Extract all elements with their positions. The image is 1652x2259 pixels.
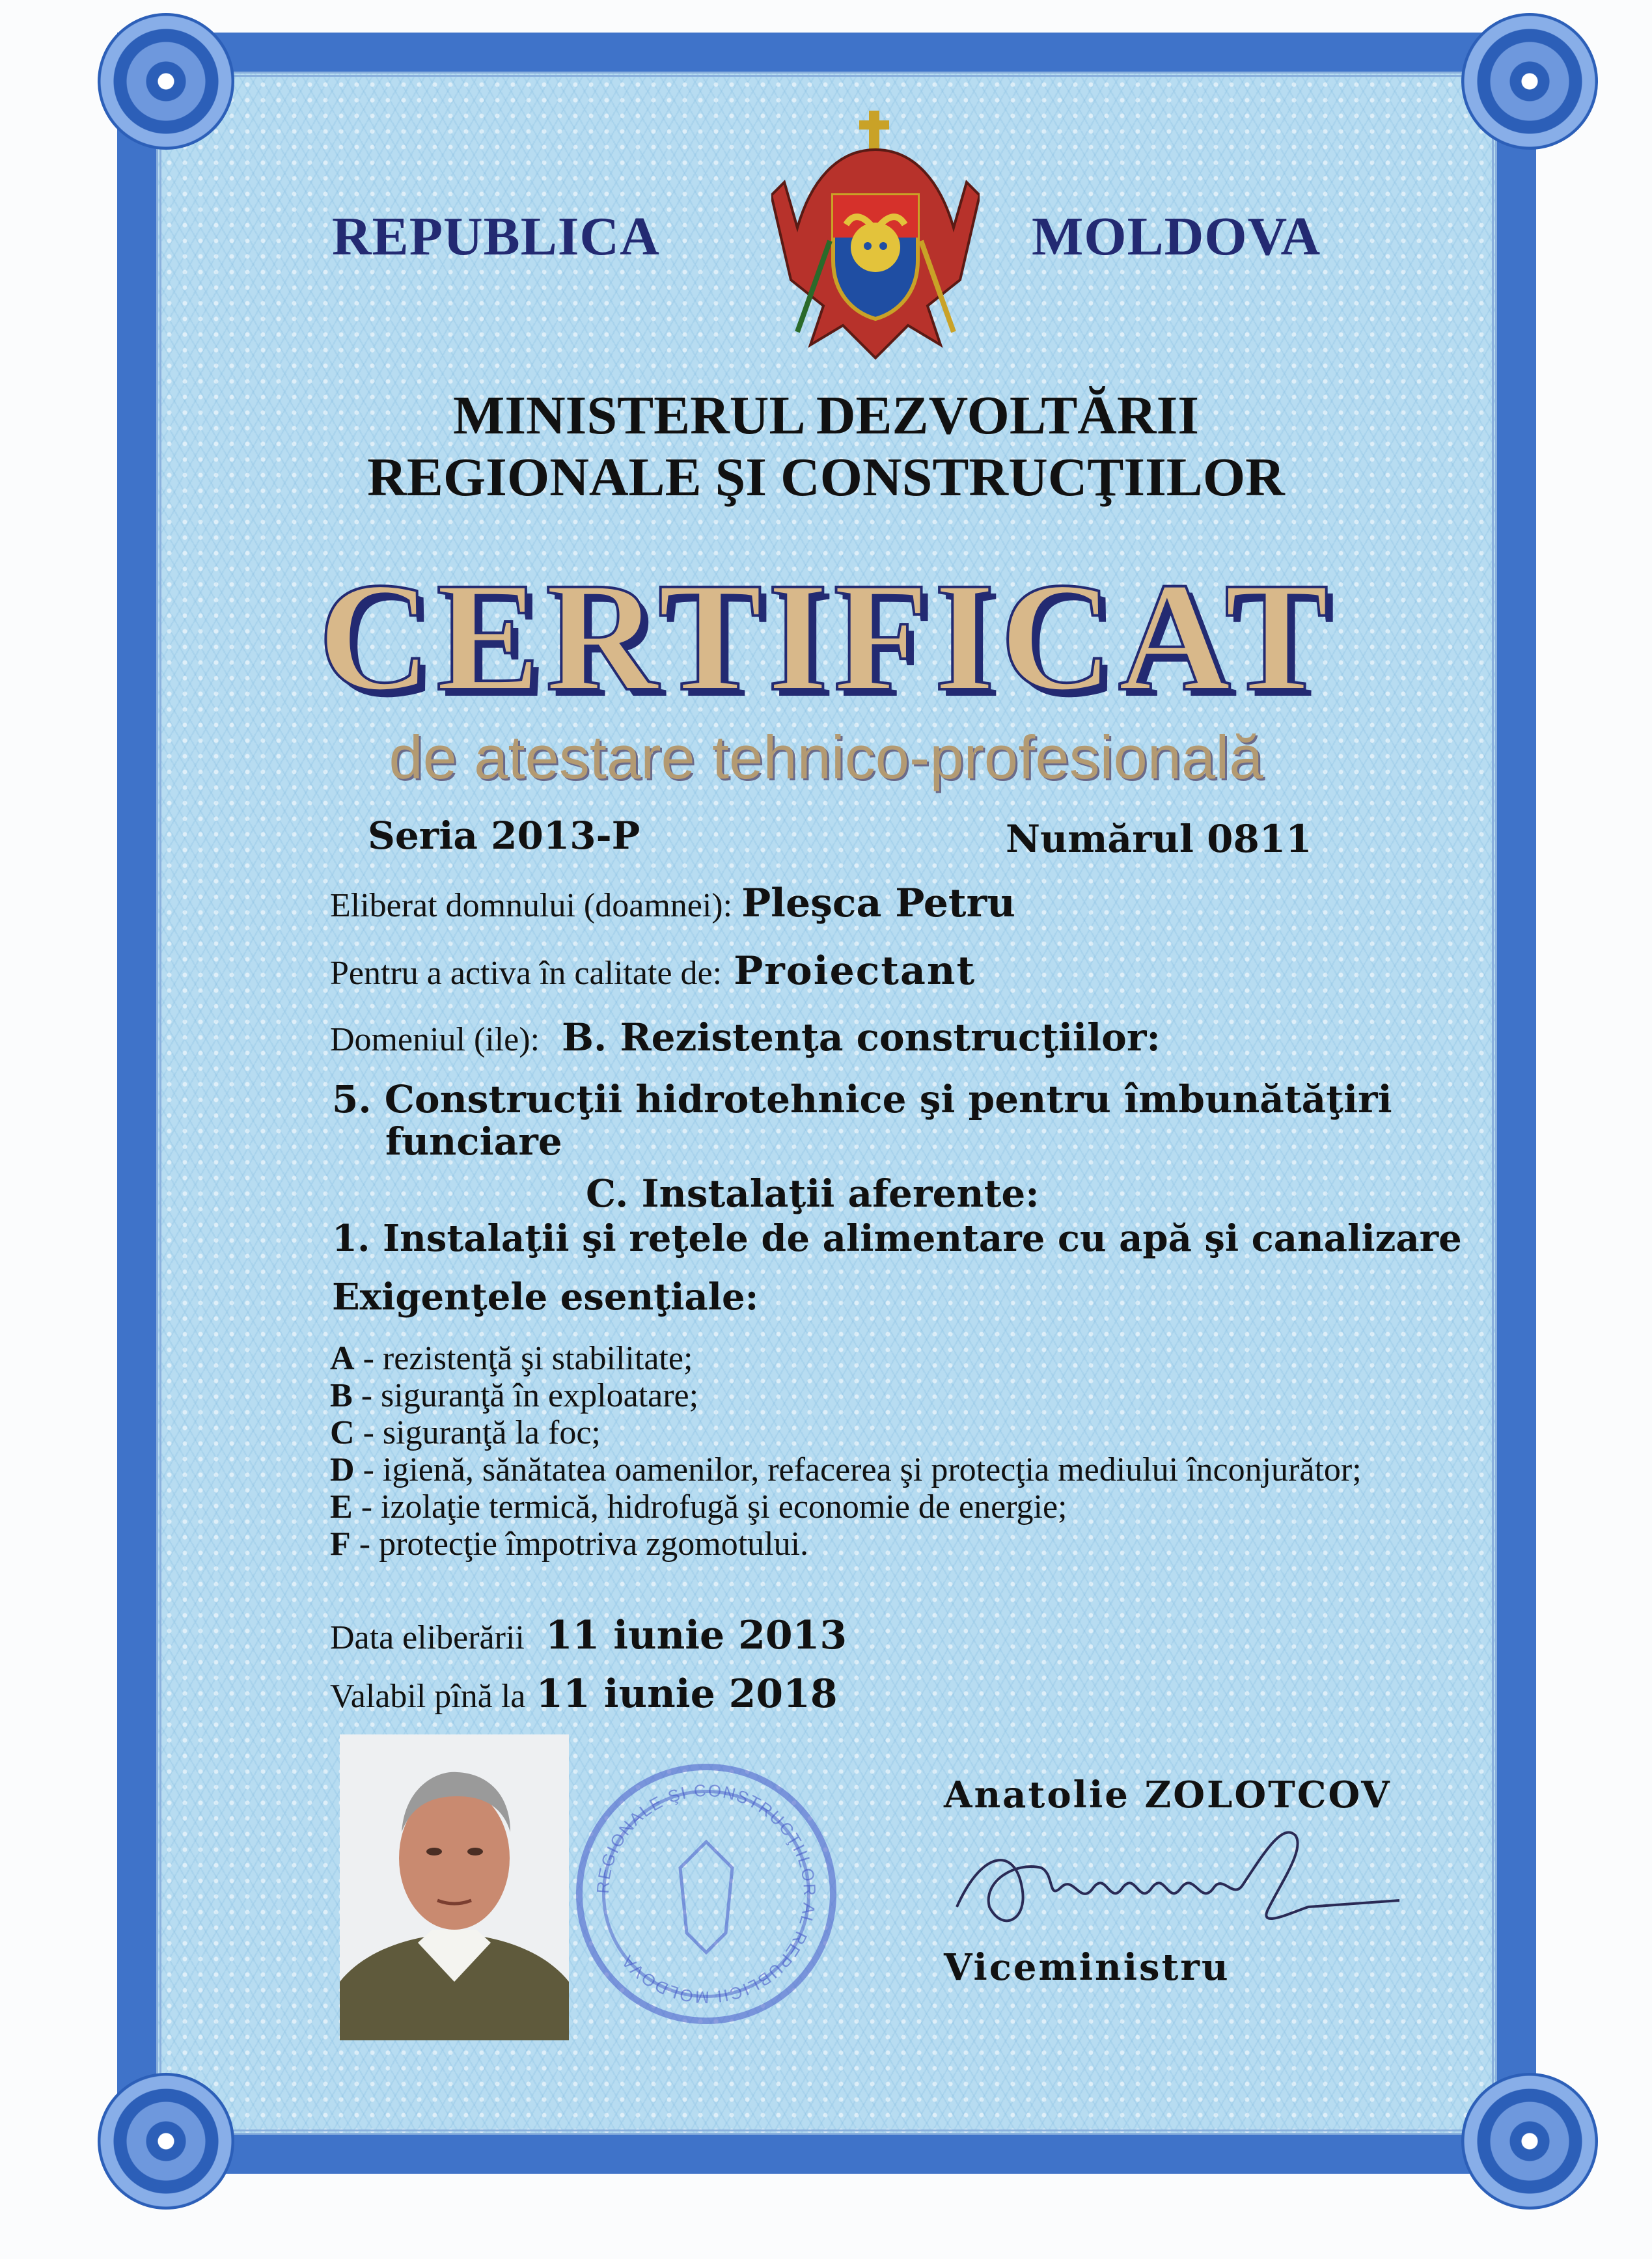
signatory-title: Viceministru [944, 1946, 1230, 1989]
role-row [330, 948, 976, 994]
requirement-key: E [330, 1488, 353, 1526]
requirement-f [330, 1525, 808, 1563]
requirement-key: A [330, 1340, 355, 1377]
issued-to-row [330, 881, 1015, 926]
domain-row [330, 1015, 1161, 1060]
requirement-text: - siguranţă la foc; [354, 1414, 601, 1451]
number: Numărul 0811 [1006, 817, 1312, 861]
domain-item-5-line-1: 5. Construcţii hidrotehnice şi pentru îmbunătăţiri [332, 1077, 1392, 1121]
domain-value: B. Rezistenţa construcţiilor: [562, 1015, 1161, 1060]
domain-item-5-line-2: funciare [385, 1119, 562, 1164]
requirement-text: - igienă, sănătatea oamenilor, refacerea şi protecţia mediului înconjurător; [354, 1451, 1362, 1488]
role-value: Proiectant [734, 948, 976, 994]
issue-date-label: Data eliberării [330, 1619, 525, 1656]
requirement-c [330, 1414, 601, 1452]
domain-item-1: 1. Instalaţii şi reţele de alimentare cu apă şi canalizare [332, 1217, 1462, 1260]
holder-photo [340, 1734, 569, 2040]
requirement-text: - protecţie împotriva zgomotului. [350, 1526, 809, 1563]
role-label: Pentru a activa în calitate de: [330, 955, 723, 992]
requirement-text: - rezistenţă şi stabilitate; [354, 1340, 693, 1377]
certificate-title: CERTIFICAT [318, 550, 1334, 723]
header-moldova: MOLDOVA [1032, 206, 1321, 267]
header-republica: REPUBLICA [332, 206, 660, 267]
requirement-b [330, 1376, 698, 1415]
stamp-text: REGIONALE ŞI CONSTRUCŢIILOR AL REPUBLICII MOLDOVA [592, 1780, 820, 2008]
valid-until-row [330, 1671, 838, 1717]
issue-date-row [330, 1613, 847, 1658]
requirement-a [330, 1339, 693, 1378]
corner-rosette-bottom-right [1461, 2073, 1598, 2210]
stamp-text-ring [583, 1770, 830, 2018]
valid-until-label: Valabil pînă la [330, 1678, 526, 1715]
corner-rosette-top-right [1461, 13, 1598, 150]
requirement-d [330, 1451, 1362, 1489]
issue-date-value: 11 iunie 2013 [545, 1613, 847, 1658]
domain-label: Domeniul (ile): [330, 1021, 540, 1058]
requirement-text: - izolaţie termică, hidrofugă şi economie de energie; [352, 1488, 1067, 1526]
requirement-key: F [330, 1526, 351, 1563]
issued-to-label: Eliberat domnului (doamnei): [330, 887, 733, 924]
portrait-icon [340, 1734, 569, 2040]
coat-of-arms-icon [771, 111, 980, 371]
signature-icon [944, 1809, 1399, 1952]
requirement-key: D [330, 1451, 355, 1488]
corner-rosette-bottom-left [98, 2073, 234, 2210]
series: Seria 2013-P [368, 814, 640, 858]
svg-text:REGIONALE ŞI CONSTRUCŢIILOR AL [593, 1781, 820, 2008]
requirement-key: B [330, 1377, 353, 1414]
valid-until-value: 11 iunie 2018 [536, 1671, 838, 1717]
signatory-name: Anatolie ZOLOTCOV [944, 1773, 1392, 1816]
section-c: C. Instalaţii aferente: [586, 1171, 1039, 1216]
requirement-key: C [330, 1414, 355, 1451]
requirements-heading: Exigenţele esenţiale: [332, 1276, 759, 1319]
ministry-line-1: MINISTERUL DEZVOLTĂRII [453, 385, 1199, 446]
ministry-line-2: REGIONALE ŞI CONSTRUCŢIILOR [367, 447, 1285, 508]
certificate-subtitle: de atestare tehnico-profesională [389, 723, 1263, 791]
official-stamp [576, 1764, 836, 2024]
requirement-text: - siguranţă în exploatare; [352, 1377, 699, 1414]
requirement-e [330, 1488, 1067, 1526]
corner-rosette-top-left [98, 13, 234, 150]
issued-to-value: Pleşca Petru [741, 881, 1015, 926]
